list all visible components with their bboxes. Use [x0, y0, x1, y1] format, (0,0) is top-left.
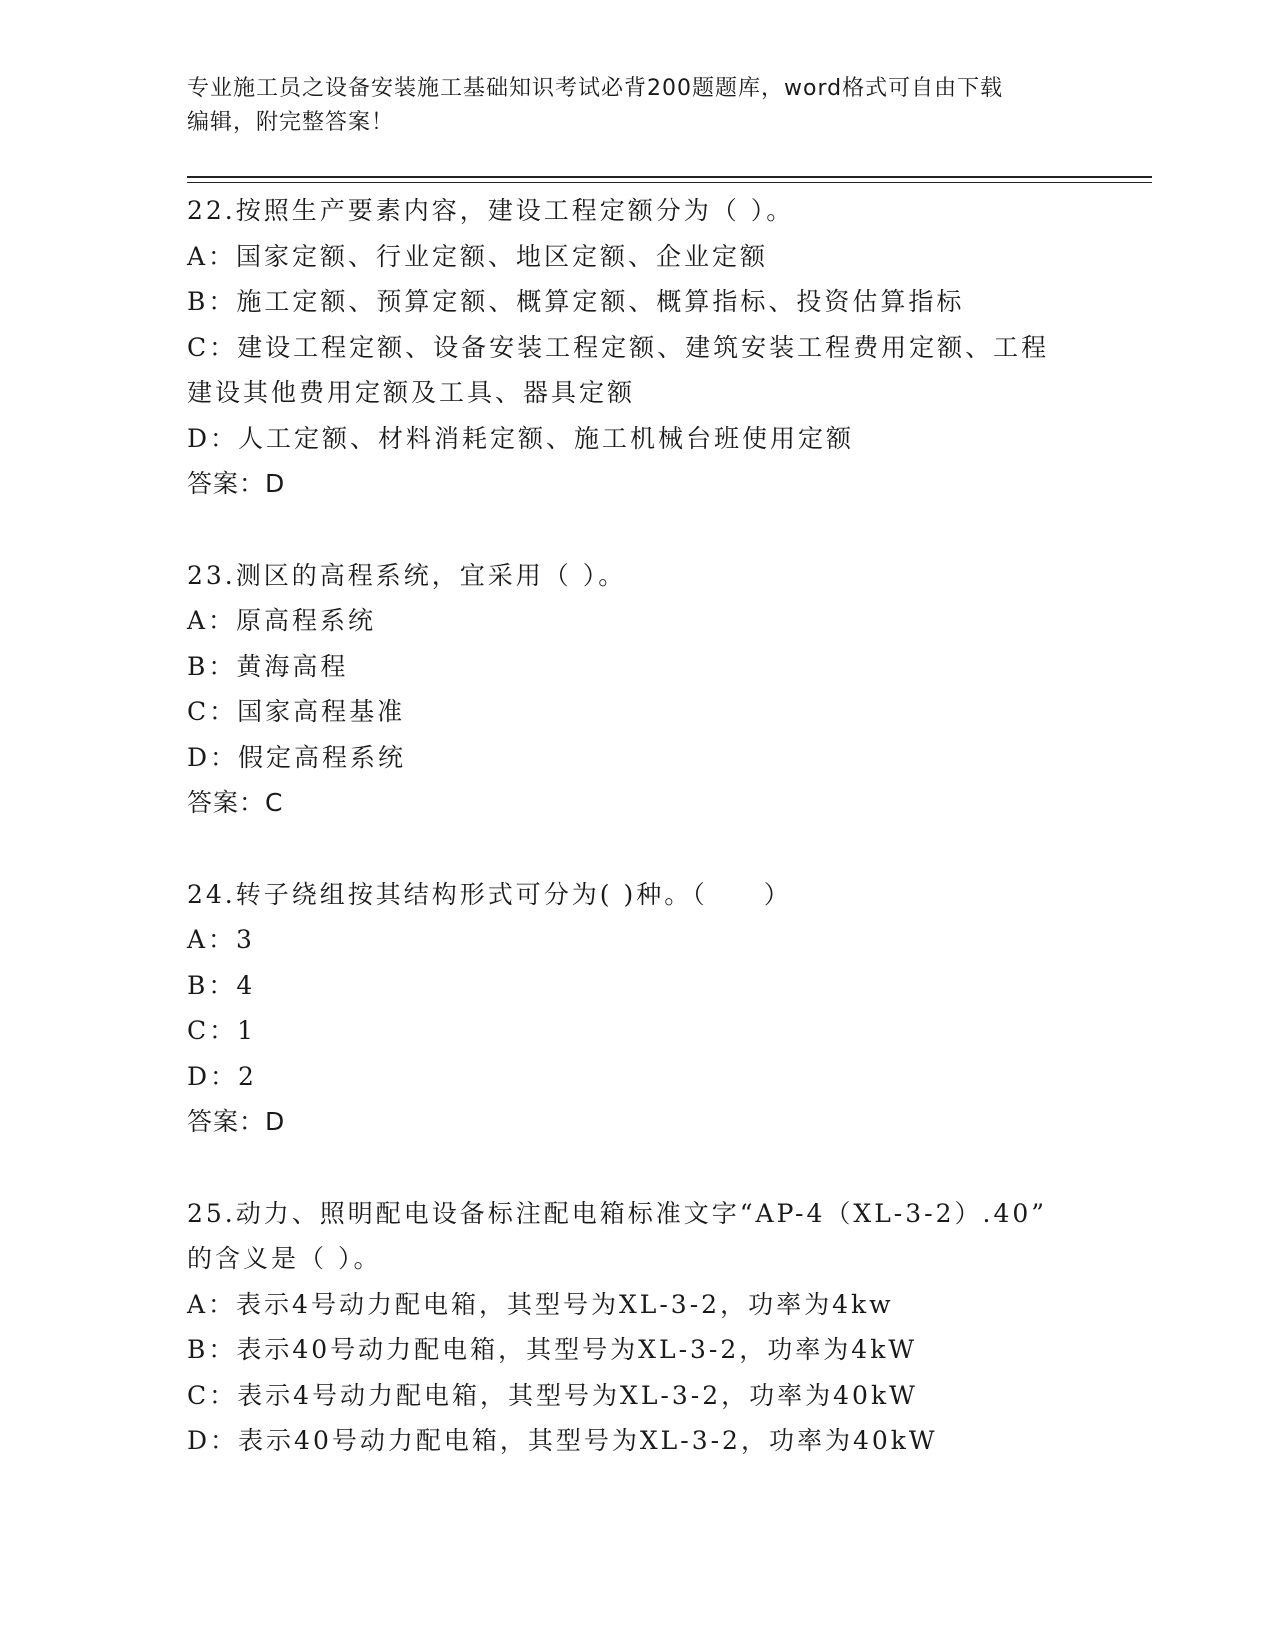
answer-option: A：3	[187, 925, 255, 954]
answer-option: B：表示40号动力配电箱，其型号为XL-3-2，功率为4kW	[187, 1335, 918, 1364]
question-block	[187, 553, 1087, 826]
answer-option: A：原高程系统	[187, 606, 377, 635]
document-header	[187, 72, 1067, 140]
answer-key: 答案：D	[187, 469, 286, 498]
answer-option: 建设其他费用定额及工具、器具定额	[187, 378, 636, 407]
answer-option: B：施工定额、预算定额、概算定额、概算指标、投资估算指标	[187, 287, 965, 316]
header-line-1: 专业施工员之设备安装施工基础知识考试必背200题题库，word格式可自由下载	[187, 76, 1004, 101]
answer-option: A：表示4号动力配电箱，其型号为XL-3-2，功率为4kw	[187, 1289, 894, 1319]
question-list	[187, 188, 1087, 1510]
answer-option: D：人工定额、材料消耗定额、施工机械台班使用定额	[187, 423, 855, 453]
answer-option: C：表示4号动力配电箱，其型号为XL-3-2，功率为40kW	[187, 1380, 918, 1410]
header-line-2: 编辑，附完整答案！	[187, 110, 395, 135]
question-stem: 24.转子绕组按其结构形式可分为( )种。（ ）	[187, 879, 792, 909]
question-stem: 23.测区的高程系统，宜采用（ ）。	[187, 560, 627, 590]
answer-option: B：4	[187, 970, 256, 1000]
header-rule-thin	[187, 182, 1152, 183]
answer-key: 答案：D	[187, 1107, 286, 1136]
question-block	[187, 188, 1087, 507]
question-block	[187, 872, 1087, 1145]
answer-option: C：1	[187, 1016, 257, 1045]
answer-option: B：黄海高程	[187, 651, 349, 681]
answer-key: 答案：C	[187, 788, 284, 817]
question-stem: 22.按照生产要素内容，建设工程定额分为（ ）。	[187, 196, 795, 225]
header-rule-thick	[187, 176, 1152, 178]
answer-option: D：假定高程系统	[187, 742, 407, 772]
question-stem: 的含义是（ ）。	[187, 1244, 382, 1273]
answer-option: D：2	[187, 1061, 257, 1091]
answer-option: C：建设工程定额、设备安装工程定额、建筑安装工程费用定额、工程	[187, 332, 1050, 362]
question-stem: 25.动力、照明配电设备标注配电箱标准文字“AP-4（XL-3-2）.40”	[187, 1198, 1048, 1228]
question-block	[187, 1191, 1087, 1464]
answer-option: A：国家定额、行业定额、地区定额、企业定额	[187, 241, 769, 271]
answer-option: C：国家高程基准	[187, 697, 406, 726]
answer-option: D：表示40号动力配电箱，其型号为XL-3-2，功率为40kW	[187, 1426, 938, 1455]
